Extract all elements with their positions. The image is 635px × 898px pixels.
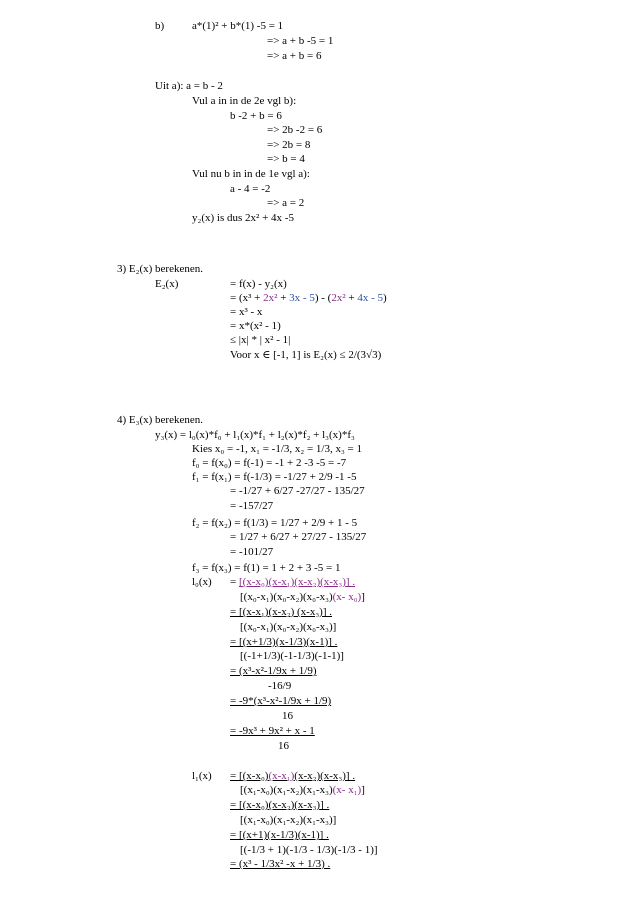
solve-line-4: => 2b -2 = 6: [267, 124, 323, 136]
solve-line-6: => b = 4: [267, 153, 305, 165]
solve-line-7: Vul nu b in in de 1e vgl a):: [192, 168, 310, 180]
l0-lhs: l₀(x): [192, 576, 212, 588]
section-4-f2a: f₂ = f(x₂) = f(1/3) = 1/27 + 2/9 + 1 - 5: [192, 517, 358, 529]
l1-numerator-4: = (x³ - 1/3x² -x + 1/3) .: [230, 858, 331, 870]
solve-line-10: y₂(x) is dus 2x² + 4x -5: [192, 212, 294, 224]
section-3-lhs: E₂(x): [155, 278, 179, 290]
l1-numerator-2: = [(x-x₀)(x-x₂)(x-x₃)] .: [230, 799, 330, 811]
l0-denominator-1: [(x₀-x₁)(x₀-x₂)(x₀-x₃)(x- x₀)]: [240, 591, 365, 603]
part-b-label: b): [155, 20, 165, 32]
solve-line-2: Vul a in in de 2e vgl b):: [192, 95, 297, 107]
solve-line-5: => 2b = 8: [267, 139, 311, 151]
section-4-kies: Kies x₀ = -1, x₁ = -1/3, x₂ = 1/3, x₃ = 1: [192, 443, 363, 455]
section-4-f1b: = -1/27 + 6/27 -27/27 - 135/27: [230, 485, 365, 497]
part-b-line-3: => a + b = 6: [267, 50, 322, 62]
solve-line-9: => a = 2: [267, 197, 305, 209]
section-4-heading: 4) E₃(x) berekenen.: [117, 414, 203, 426]
l1-numerator-1: = [(x-x₀)(x-x₁)(x-x₂)(x-x₃)] .: [230, 770, 356, 782]
section-4-f1c: = -157/27: [230, 500, 274, 512]
part-b-line-1: a*(1)² + b*(1) -5 = 1: [192, 20, 284, 32]
section-3-line-5: ≤ |x| * | x² - 1|: [230, 334, 291, 346]
section-4-f2c: = -101/27: [230, 546, 274, 558]
solve-line-3: b -2 + b = 6: [230, 110, 282, 122]
section-3-heading: 3) E₂(x) berekenen.: [117, 263, 203, 275]
l1-numerator-3: = [(x+1)(x-1/3)(x-1)] .: [230, 829, 329, 841]
l0-denominator-3: [(-1+1/3)(-1-1/3)(-1-1)]: [240, 650, 344, 662]
part-b-line-2: => a + b -5 = 1: [267, 35, 334, 47]
section-4-f2b: = 1/27 + 6/27 + 27/27 - 135/27: [230, 531, 367, 543]
l1-denominator-3: [(-1/3 + 1)(-1/3 - 1/3)(-1/3 - 1)]: [240, 844, 378, 856]
l0-numerator-5: = -9*(x³-x²-1/9x + 1/9): [230, 695, 332, 707]
section-3-line-2: = (x³ + 2x² + 3x - 5) - (2x² + 4x - 5): [230, 292, 387, 304]
l0-denominator-4: -16/9: [268, 680, 292, 692]
l0-numerator-3: = [(x+1/3)(x-1/3)(x-1)] .: [230, 636, 338, 648]
l1-denominator-1: [(x₁-x₀)(x₁-x₂)(x₁-x₃)(x- x₁)]: [240, 784, 365, 796]
l0-numerator-2: = [(x-x₁)(x-x₂) (x-x₃)] .: [230, 606, 333, 618]
section-3-line-3: = x³ - x: [230, 306, 263, 318]
section-4-f0: f₀ = f(x₀) = f(-1) = -1 + 2 -3 -5 = -7: [192, 457, 347, 469]
section-4-y3: y₃(x) = l₀(x)*f₀ + l₁(x)*f₁ + l₂(x)*f₂ + l₃(x)*f₃: [155, 429, 355, 441]
section-3-line-6: Voor x ∈ [-1, 1] is E₂(x) ≤ 2/(3√3): [230, 349, 382, 361]
solve-line-1: Uit a): a = b - 2: [155, 80, 223, 92]
l0-denominator-2: [(x₀-x₁)(x₀-x₂)(x₀-x₃)]: [240, 621, 337, 633]
l1-denominator-2: [(x₁-x₀)(x₁-x₂)(x₁-x₃)]: [240, 814, 337, 826]
section-3-line-4: = x*(x² - 1): [230, 320, 281, 332]
section-3-line-1: = f(x) - y₂(x): [230, 278, 287, 290]
l0-numerator-1: = [(x-x₀)(x-x₁)(x-x₂)(x-x₃)] .: [230, 576, 356, 588]
l1-lhs: l₁(x): [192, 770, 212, 782]
l0-numerator-4: = (x³-x²-1/9x + 1/9): [230, 665, 317, 677]
solve-line-8: a - 4 = -2: [230, 183, 271, 195]
l0-numerator-6: = -9x³ + 9x² + x - 1: [230, 725, 315, 737]
section-4-f3: f₃ = f(x₃) = f(1) = 1 + 2 + 3 -5 = 1: [192, 562, 341, 574]
section-4-f1a: f₁ = f(x₁) = f(-1/3) = -1/27 + 2/9 -1 -5: [192, 471, 357, 483]
l0-denominator-5: 16: [282, 710, 293, 722]
l0-denominator-6: 16: [278, 740, 289, 752]
